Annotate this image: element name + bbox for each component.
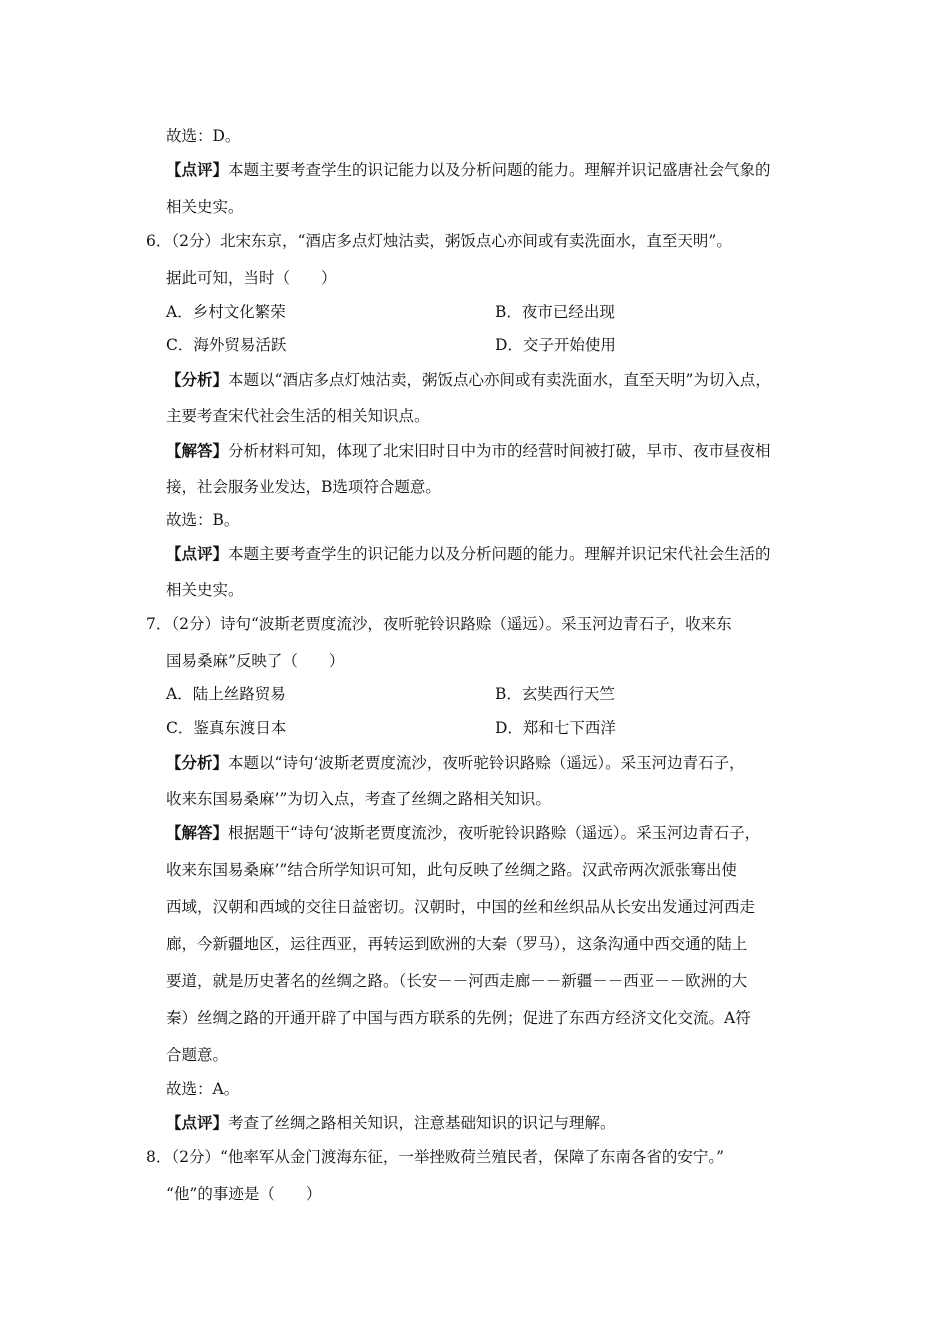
q6-analysis-tag: 【分析】 [166, 370, 229, 389]
q7-analysis-cont: 收来东国易桑麻’”为切入点，考查了丝绸之路相关知识。 [166, 790, 551, 808]
q6-option-c: C．海外贸易活跃 [166, 336, 287, 354]
q7-solution-line: 廊，今新疆地区，运往西亚，再转运到欧洲的大秦（罗马），这条沟通中西交通的陆上 [166, 935, 748, 953]
q7-stem: 7．（2分）诗句“波斯老贾度流沙，夜听驼铃识路赊（遥远）。采玉河边青石子，收来东 [146, 615, 732, 633]
q7-solution-tag: 【解答】 [166, 823, 229, 842]
q5-review-text: 本题主要考查学生的识记能力以及分析问题的能力。理解并识记盛唐社会气象的 [228, 161, 771, 179]
q8-stem-cont: “他”的事迹是（ ） [166, 1185, 322, 1203]
q7-option-a: A．陆上丝路贸易 [166, 685, 286, 703]
q7-solution-line: 要道，就是历史著名的丝绸之路。（长安－－河西走廊－－新疆－－西亚－－欧洲的大 [166, 972, 748, 990]
q7-analysis [166, 753, 745, 773]
q7-answer: 故选：A。 [166, 1080, 240, 1098]
q6-answer: 故选：B。 [166, 511, 240, 529]
q6-analysis [166, 370, 771, 390]
q6-stem-cont: 据此可知，当时（ ） [166, 269, 337, 287]
q7-analysis-text: 本题以“诗句‘波斯老贾度流沙，夜听驼铃识路赊（遥远）。采玉河边青石子， [228, 754, 745, 772]
q7-analysis-tag: 【分析】 [166, 753, 229, 772]
q7-solution-line: 收来东国易桑麻’”结合所学知识可知，此句反映了丝绸之路。汉武帝两次派张骞出使 [166, 861, 737, 879]
q6-review [166, 544, 771, 564]
q5-review [166, 160, 771, 180]
q6-stem: 6．（2分）北宋东京，“酒店多点灯烛沽卖，粥饭点心亦间或有卖洗面水，直至天明”。 [146, 232, 732, 250]
q5-answer: 故选：D。 [166, 127, 241, 145]
q6-solution [166, 441, 771, 461]
q6-analysis-text: 本题以“酒店多点灯烛沽卖，粥饭点心亦间或有卖洗面水，直至天明”为切入点， [228, 371, 771, 389]
q7-solution-line: 西域，汉朝和西域的交往日益密切。汉朝时，中国的丝和丝织品从长安出发通过河西走 [166, 898, 756, 916]
q6-analysis-cont: 主要考查宋代社会生活的相关知识点。 [166, 407, 430, 425]
q7-option-c: C．鉴真东渡日本 [166, 719, 287, 737]
q6-solution-tag: 【解答】 [166, 441, 229, 460]
q5-review-cont: 相关史实。 [166, 198, 244, 216]
q6-solution-cont: 接，社会服务业发达，B选项符合题意。 [166, 478, 441, 496]
q7-solution-line: 合题意。 [166, 1046, 229, 1064]
q7-option-b: B．玄奘西行天竺 [495, 685, 615, 703]
q6-option-a: A．乡村文化繁荣 [166, 303, 286, 321]
q8-stem: 8．（2分）“他率军从金门渡海东征，一举挫败荷兰殖民者，保障了东南各省的安宁。” [146, 1148, 725, 1166]
q7-solution [166, 823, 760, 843]
q7-review-tag: 【点评】 [166, 1113, 229, 1132]
q6-option-d: D．交子开始使用 [495, 336, 616, 354]
q7-option-d: D．郑和七下西洋 [495, 719, 616, 737]
q7-review-text: 考查了丝绸之路相关知识，注意基础知识的识记与理解。 [228, 1114, 616, 1132]
q6-review-cont: 相关史实。 [166, 581, 244, 599]
q5-review-tag: 【点评】 [166, 160, 229, 179]
q6-option-b: B．夜市已经出现 [495, 303, 615, 321]
q6-solution-text: 分析材料可知，体现了北宋旧时日中为市的经营时间被打破，早市、夜市昼夜相 [228, 442, 771, 460]
q6-review-tag: 【点评】 [166, 544, 229, 563]
q7-stem-cont: 国易桑麻”反映了（ ） [166, 652, 345, 670]
q7-solution-text: 根据题干“诗句‘波斯老贾度流沙，夜听驼铃识路赊（遥远）。采玉河边青石子， [228, 824, 761, 842]
q6-review-text: 本题主要考查学生的识记能力以及分析问题的能力。理解并识记宋代社会生活的 [228, 545, 771, 563]
q7-solution-line: 秦）丝绸之路的开通开辟了中国与西方联系的先例；促进了东西方经济文化交流。A符 [166, 1009, 751, 1027]
q7-review [166, 1113, 616, 1133]
